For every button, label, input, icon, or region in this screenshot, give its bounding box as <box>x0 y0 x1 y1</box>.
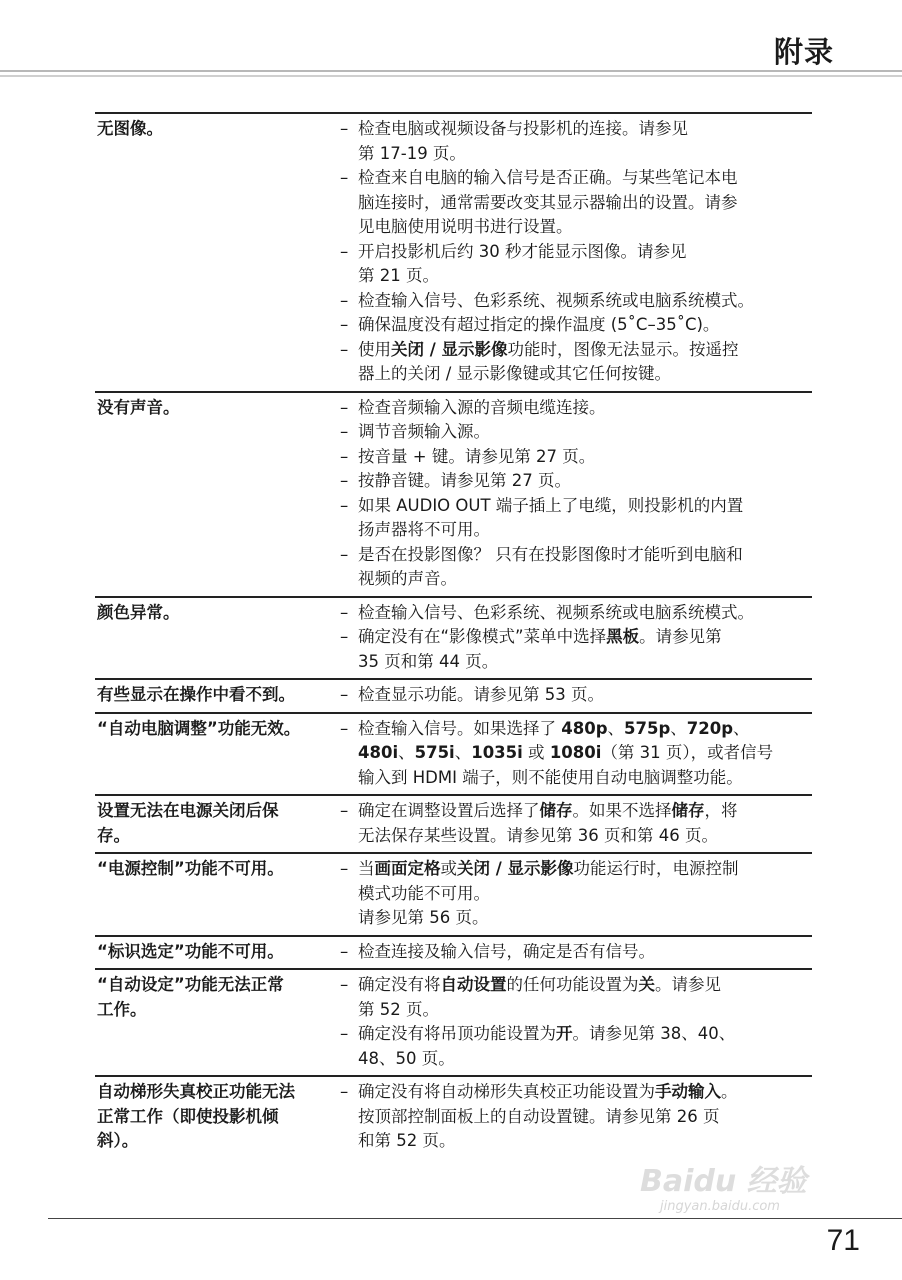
solution-item <box>340 166 812 240</box>
dash-bullet: – <box>340 1024 349 1043</box>
table-row <box>95 391 812 596</box>
solution-item <box>340 1080 812 1154</box>
text-segment: 确定没有将吊顶功能设置为 <box>358 1024 556 1043</box>
text-segment: 开启投影机后约 30 秒才能显示图像。请参见 第 21 页。 <box>358 241 687 285</box>
text-segment: 的任何功能设置为 <box>506 975 639 994</box>
text-segment: 、 <box>733 718 750 738</box>
solution-text <box>358 857 739 931</box>
text-segment: 。如果不选择 <box>572 801 672 820</box>
text-segment: 检查电脑或视频设备与投影机的连接。请参见 第 17-19 页。 <box>358 119 688 163</box>
solution-item <box>340 494 812 543</box>
solution-item <box>340 420 812 445</box>
solution-text <box>358 289 754 314</box>
header-divider <box>0 75 902 77</box>
solution-item <box>340 717 812 791</box>
problem-cell: 没有声音。 <box>97 397 180 417</box>
solution-item <box>340 683 812 708</box>
dash-bullet: – <box>340 544 349 564</box>
bold-term: 关闭 / 显示影像 <box>391 339 508 359</box>
table-row <box>95 1075 812 1158</box>
table-row <box>95 112 812 391</box>
text-segment: （第 31 页），或者信号 输入到 HDMI 端子，则不能使用自动电脑调整功能。 <box>358 743 774 787</box>
footer-divider <box>48 1218 902 1219</box>
text-segment: 确定没有将自动梯形失真校正功能设置为 <box>358 1082 655 1101</box>
solution-cell <box>340 717 812 791</box>
problem-cell: 无图像。 <box>97 119 163 138</box>
dash-bullet: – <box>340 446 349 466</box>
solution-text <box>358 940 655 965</box>
solution-cell <box>340 799 812 848</box>
page-number: 71 <box>826 1224 860 1257</box>
problem-cell: 自动梯形失真校正功能无法 正常工作（即使投影机倾 斜）。 <box>97 1082 295 1150</box>
dash-bullet: – <box>340 290 349 310</box>
solution-text <box>358 338 739 387</box>
solution-text <box>358 396 606 421</box>
solution-cell <box>340 1080 812 1154</box>
solution-cell <box>340 940 812 965</box>
table-row <box>95 712 812 795</box>
solution-cell <box>340 857 812 931</box>
table-row <box>95 852 812 935</box>
problem-cell: 有些显示在操作中看不到。 <box>97 685 295 704</box>
text-segment: 检查输入信号。如果选择了 <box>358 718 562 738</box>
solution-text <box>358 799 738 848</box>
solution-item <box>340 625 812 674</box>
solution-item <box>340 601 812 626</box>
solution-text <box>358 240 687 289</box>
text-segment: 或 <box>522 743 550 762</box>
text-segment: 使用 <box>358 339 391 359</box>
text-segment: 确定没有将 <box>358 975 441 994</box>
bold-term: 1035i <box>471 743 523 762</box>
solution-item <box>340 857 812 931</box>
text-segment: 、 <box>454 743 472 762</box>
dash-bullet: – <box>340 801 349 820</box>
troubleshooting-table <box>95 112 812 1158</box>
text-segment: 功能时，图像无法显示。按遥控 器上的关闭 / 显示影像键或其它任何按键。 <box>358 339 739 383</box>
dash-bullet: – <box>340 975 349 994</box>
bold-term: 575i <box>414 743 455 762</box>
solution-item <box>340 117 812 166</box>
bold-term: 画面定格 <box>374 859 441 878</box>
dash-bullet: – <box>340 602 349 622</box>
solution-item <box>340 240 812 289</box>
solution-text <box>358 117 688 166</box>
table-row <box>95 678 812 712</box>
dash-bullet: – <box>340 339 349 359</box>
dash-bullet: – <box>340 397 349 417</box>
dash-bullet: – <box>340 685 349 704</box>
bold-term: 720p <box>686 718 734 738</box>
bold-term: 储存 <box>671 801 705 820</box>
solution-text <box>358 494 743 543</box>
solution-text <box>358 313 719 338</box>
text-segment: 调节音频输入源。 <box>358 422 490 441</box>
bold-term: 自动设置 <box>440 975 507 994</box>
solution-item <box>340 973 812 1022</box>
text-segment: 确保温度没有超过指定的操作温度 (5˚C–35˚C)。 <box>358 315 720 334</box>
text-segment: 检查输入信号、色彩系统、视频系统或电脑系统模式。 <box>358 602 754 622</box>
dash-bullet: – <box>340 168 349 187</box>
solution-cell <box>340 601 812 675</box>
section-title: 附录 <box>773 35 834 69</box>
problem-cell: 颜色异常。 <box>97 602 180 622</box>
solution-text <box>358 625 722 674</box>
solution-text <box>358 1080 738 1154</box>
dash-bullet: – <box>340 718 349 738</box>
text-segment: 如果 AUDIO OUT 端子插上了电缆，则投影机的内置 扬声器将不可用。 <box>358 495 744 539</box>
solution-cell <box>340 396 812 592</box>
solution-cell <box>340 683 812 708</box>
problem-cell: “自动电脑调整”功能无效。 <box>97 718 301 738</box>
text-segment: 。请参见 第 52 页。 <box>358 975 721 1019</box>
dash-bullet: – <box>340 495 349 515</box>
text-segment: 。请参见第 38、40、 48、50 页。 <box>358 1024 736 1068</box>
dash-bullet: – <box>340 241 349 261</box>
bold-term: 575p <box>624 718 671 738</box>
dash-bullet: – <box>340 941 349 961</box>
solution-item <box>340 396 812 421</box>
text-segment: 检查显示功能。请参见第 53 页。 <box>358 685 604 704</box>
text-segment: 检查输入信号、色彩系统、视频系统或电脑系统模式。 <box>358 290 754 310</box>
bold-term: 关 <box>638 975 655 994</box>
dash-bullet: – <box>340 422 349 441</box>
text-segment: 、 <box>607 718 625 738</box>
problem-cell: “标识选定”功能不可用。 <box>97 941 284 961</box>
text-segment: 检查来自电脑的输入信号是否正确。与某些笔记本电 脑连接时，通常需要改变其显示器输出的设置。请参 见电脑使用说明书进行设置。 <box>358 168 738 236</box>
bold-term: 480i <box>358 743 399 762</box>
solution-item <box>340 1022 812 1071</box>
watermark-url: jingyan.baidu.com <box>660 1199 780 1214</box>
text-segment: 检查音频输入源的音频电缆连接。 <box>358 397 606 417</box>
solution-text <box>358 601 754 626</box>
problem-cell: “自动设定”功能无法正常 工作。 <box>97 975 284 1019</box>
solution-text <box>358 469 571 494</box>
solution-item <box>340 289 812 314</box>
text-segment: 当 <box>358 859 375 878</box>
table-row <box>95 794 812 852</box>
solution-item <box>340 338 812 387</box>
bold-term: 手动输入 <box>655 1082 721 1101</box>
solution-item <box>340 940 812 965</box>
text-segment: 检查连接及输入信号，确定是否有信号。 <box>358 941 655 961</box>
text-segment: 或 <box>440 859 457 878</box>
solution-item <box>340 445 812 470</box>
solution-cell <box>340 973 812 1071</box>
dash-bullet: – <box>340 315 349 334</box>
text-segment: 是否在投影图像？ 只有在投影图像时才能听到电脑和 视频的声音。 <box>358 544 743 588</box>
text-segment: 按音量 + 键。请参见第 27 页。 <box>358 446 596 466</box>
dash-bullet: – <box>340 627 349 646</box>
text-segment: 确定没有在“影像模式”菜单中选择 <box>358 627 607 646</box>
text-segment: 。请参见第 35 页和第 44 页。 <box>358 627 722 671</box>
solution-text <box>358 420 490 445</box>
solution-text <box>358 166 738 240</box>
solution-item <box>340 313 812 338</box>
problem-cell: “电源控制”功能不可用。 <box>97 859 284 878</box>
table-row <box>95 596 812 679</box>
solution-text <box>358 543 743 592</box>
solution-text <box>358 445 595 470</box>
solution-text <box>358 1022 735 1071</box>
solution-item <box>340 799 812 848</box>
problem-cell: 设置无法在电源关闭后保 存。 <box>97 801 279 845</box>
dash-bullet: – <box>340 119 349 138</box>
text-segment: 、 <box>670 718 687 738</box>
solution-text <box>358 683 604 708</box>
text-segment: 按静音键。请参见第 27 页。 <box>358 471 571 490</box>
text-segment: 。 按顶部控制面板上的自动设置键。请参见第 26 页 和第 52 页。 <box>358 1082 738 1150</box>
solution-cell <box>340 117 812 387</box>
text-segment: 、 <box>398 743 415 762</box>
watermark-logo: Baidu 经验 <box>640 1164 807 1199</box>
table-row <box>95 935 812 969</box>
dash-bullet: – <box>340 859 349 878</box>
bold-term: 1080i <box>549 743 602 762</box>
header-divider <box>0 70 902 72</box>
text-segment: ，将 无法保存某些设置。请参见第 36 页和第 46 页。 <box>358 801 738 845</box>
table-row <box>95 968 812 1075</box>
bold-term: 储存 <box>539 801 573 820</box>
solution-text <box>358 973 721 1022</box>
solution-item <box>340 543 812 592</box>
bold-term: 开 <box>556 1024 573 1043</box>
solution-text <box>358 717 773 791</box>
dash-bullet: – <box>340 471 349 490</box>
text-segment: 确定在调整设置后选择了 <box>358 801 540 820</box>
bold-term: 关闭 / 显示影像 <box>457 859 574 878</box>
bold-term: 黑板 <box>606 627 640 646</box>
bold-term: 480p <box>561 718 608 738</box>
dash-bullet: – <box>340 1082 349 1101</box>
solution-item <box>340 469 812 494</box>
text-segment: 功能运行时，电源控制 模式功能不可用。 请参见第 56 页。 <box>358 859 739 927</box>
